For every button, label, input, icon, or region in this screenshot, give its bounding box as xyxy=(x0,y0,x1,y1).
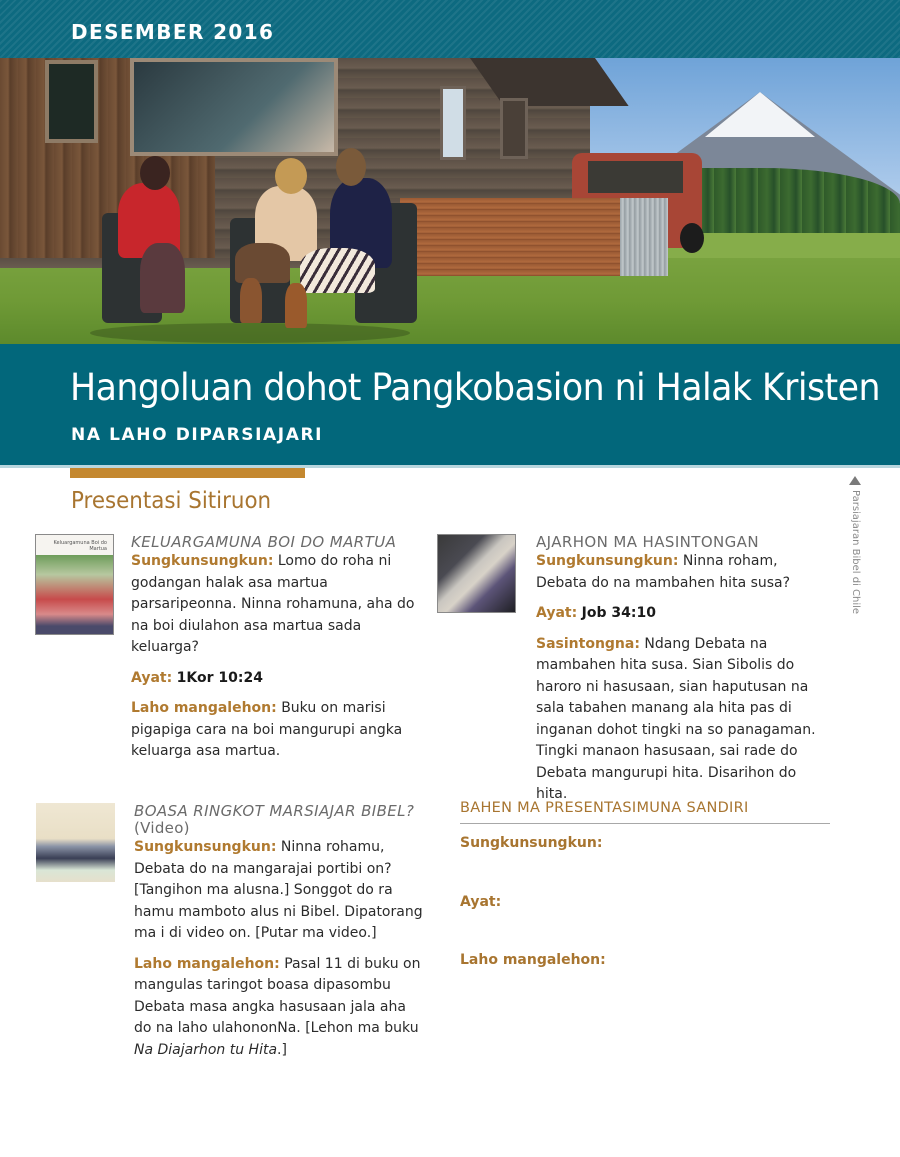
header-band xyxy=(0,0,900,58)
section-heading: Presentasi Sitiruon xyxy=(71,488,272,514)
verse-paragraph: Ayat: Job 34:10 xyxy=(536,605,656,621)
hero-photo xyxy=(0,58,900,344)
presentation-title: BOASA RINGKOT MARSIAJAR BIBEL? xyxy=(134,802,415,820)
photo-caption-tag xyxy=(846,476,864,616)
presentation-keluargamuna xyxy=(131,533,431,772)
book-cover-thumbnail: Keluargamuna Boi do Martua xyxy=(35,534,114,635)
verse-reference: 1Kor 10:24 xyxy=(176,669,263,686)
offer-paragraph: Laho mangalehon: Pasal 11 di buku on mangulas taringot boasa dipasombu Debata masa angka hasusaan jala aha do na laho ulahononNa. [Lehon ma buku Na Diajarhon tu Hita.] xyxy=(134,955,421,1058)
own-question-label: Sungkunsungkun: xyxy=(460,835,603,851)
question-paragraph: Sungkunsungkun: Ninna roham, Debata do na mambahen hita susa? xyxy=(536,553,791,591)
gold-accent-bar xyxy=(70,468,305,478)
presentation-title: KELUARGAMUNA BOI DO MARTUA xyxy=(131,533,397,551)
offer-paragraph: Laho mangalehon: Buku on marisi pigapiga cara na boi mangurupi angka keluarga asa martua. xyxy=(131,700,403,759)
question-paragraph: Sungkunsungkun: Lomo do roha ni godangan halak asa martua parsaripeonna. Ninna rohamuna, aha do na boi diulahon asa martua sada keluarga? xyxy=(131,553,415,655)
book-title: Na Diajarhon tu Hita xyxy=(134,1041,278,1058)
page-title: Hangoluan dohot Pangkobasion ni Halak Kristen xyxy=(70,366,880,409)
issue-date: DESEMBER 2016 xyxy=(71,20,275,44)
truth-paragraph: Sasintongna: Ndang Debata na mambahen hita susa. Sian Sibolis do haroro ni hasusaan, sian haputusan na sala tabahen manang ala hita pas di inganan dohot tingki na so panagaman. Tingki manaon hasusaan, sai rade do Debata mangurupi hita. Disarihon do hita. xyxy=(536,635,816,802)
own-verse-label: Ayat: xyxy=(460,894,502,910)
bible-hands-thumbnail xyxy=(437,534,516,613)
presentation-boasa-ringkot xyxy=(134,802,426,1070)
page-subtitle: NA LAHO DIPARSIAJARI xyxy=(71,425,324,445)
presentation-title: AJARHON MA HASINTONGAN xyxy=(536,533,759,551)
own-presentation-heading: BAHEN MA PRESENTASIMUNA SANDIRI xyxy=(460,800,830,824)
presentation-ajarhon xyxy=(536,533,831,815)
triangle-up-icon xyxy=(849,476,861,485)
title-band xyxy=(0,344,900,468)
question-paragraph: Sungkunsungkun: Ninna rohamu, Debata do na mangarajai portibi on? [Tangihon ma alusna.] Songgot do ra hamu mamboto alus ni Bibel. Dipatorang ma i di video on. [Putar ma video.] xyxy=(134,839,423,941)
video-tag: (Video) xyxy=(134,819,190,837)
verse-paragraph: Ayat: 1Kor 10:24 xyxy=(131,669,263,686)
photo-caption: Parsiajaran Bibel di Chile xyxy=(850,490,861,615)
video-couple-thumbnail[interactable] xyxy=(36,803,115,882)
snowcap xyxy=(705,92,815,137)
verse-reference: Job 34:10 xyxy=(581,605,656,621)
own-offer-label: Laho mangalehon: xyxy=(460,952,606,968)
